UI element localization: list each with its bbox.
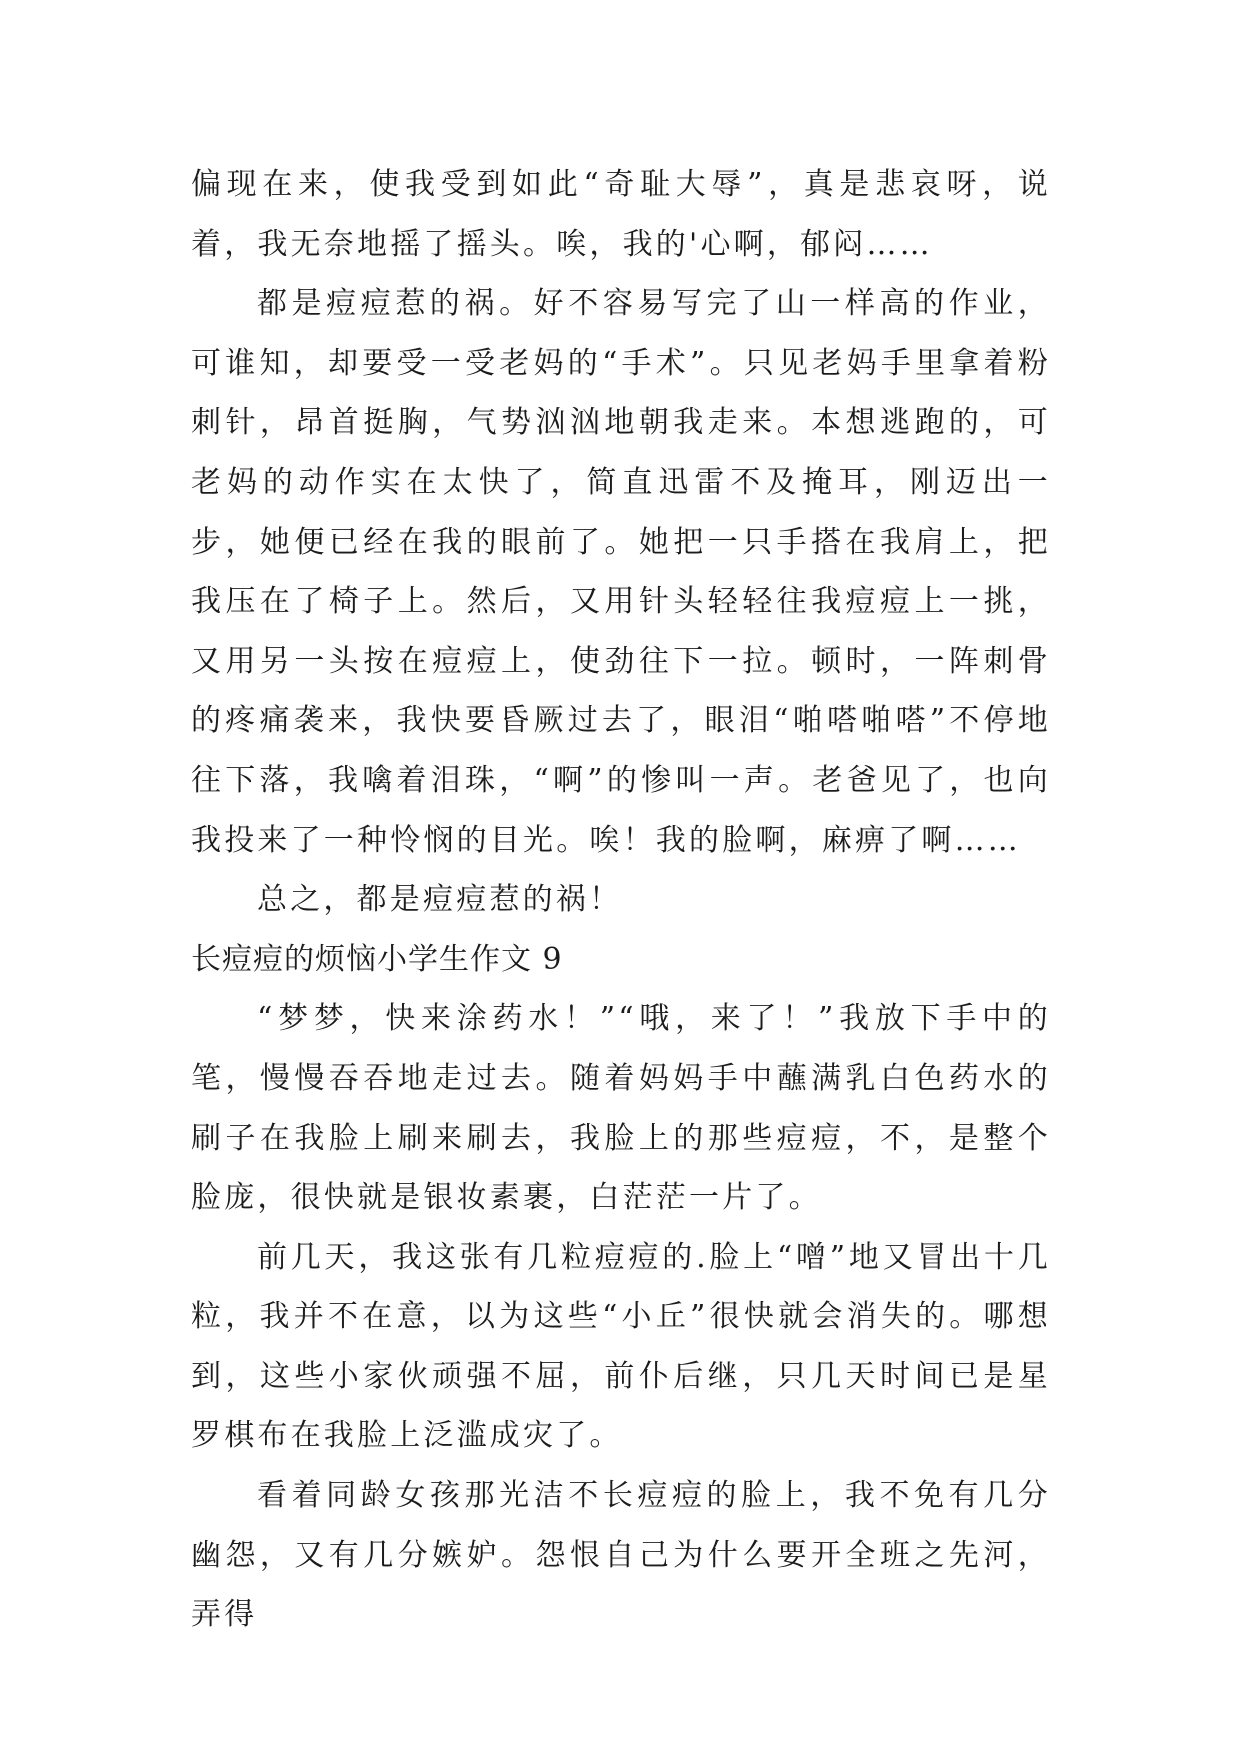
paragraph-2: 都是痘痘惹的祸。好不容易写完了山一样高的作业，可谁知，却要受一受老妈的“手术”。只见老妈手里拿着粉刺针，昂首挺胸，气势汹汹地朝我走来。本想逃跑的，可老妈的动作实在太快了，简直迅雷不及掩耳，刚迈出一步，她便已经在我的眼前了。她把一只手搭在我肩上，把我压在了椅子上。然后，又用针头轻轻往我痘痘上一挑，又用另一头按在痘痘上，使劲往下一拉。顿时，一阵刺骨的疼痛袭来，我快要昏厥过去了，眼泪“啪嗒啪嗒”不停地往下落，我噙着泪珠，“啊”的惨叫一声。老爸见了，也向我投来了一种怜悯的目光。唉！我的脸啊，麻痹了啊…… [191, 286, 1051, 858]
paragraph-1: 偏现在来，使我受到如此“奇耻大辱”，真是悲哀呀，说着，我无奈地摇了摇头。唉，我的'心啊，郁闷…… [191, 167, 1051, 262]
paragraph-4: “梦梦，快来涂药水！”“哦，来了！”我放下手中的笔，慢慢吞吞地走过去。随着妈妈手中蘸满乳白色药水的刷子在我脸上刷来刷去，我脸上的那些痘痘，不，是整个脸庞，很快就是银妆素裹，白茫茫一片了。 [191, 1001, 1051, 1216]
section-heading: 长痘痘的烦恼小学生作文 9 [191, 941, 563, 977]
paragraph-6: 看着同龄女孩那光洁不长痘痘的脸上，我不免有几分幽怨，又有几分嫉妒。怨恨自己为什么要开全班之先河，弄得 [191, 1478, 1051, 1633]
paragraph-3: 总之，都是痘痘惹的祸！ [257, 882, 623, 918]
document-body [191, 155, 1051, 1645]
paragraph-5: 前几天，我这张有几粒痘痘的.脸上“噌”地又冒出十几粒，我并不在意，以为这些“小丘”很快就会消失的。哪想到，这些小家伙顽强不屈，前仆后继，只几天时间已是星罗棋布在我脸上泛滥成灾了。 [191, 1239, 1051, 1454]
